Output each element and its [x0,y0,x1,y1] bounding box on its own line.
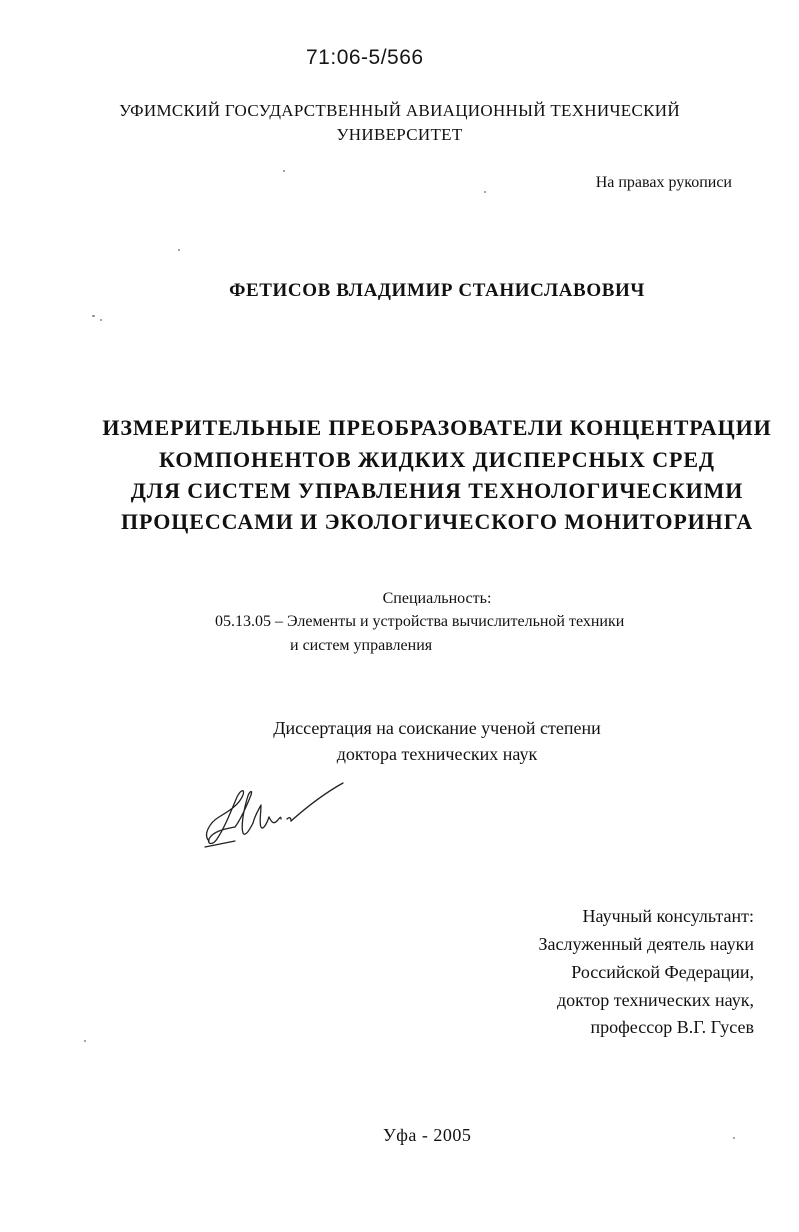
consultant-title-line-2: Российской Федерации, [571,962,754,982]
specialty-continuation: и систем управления [290,637,433,654]
degree-line-2: доктора технических наук [336,744,538,764]
consultant-name: профессор В.Г. Гусев [590,1017,754,1037]
scan-speck [283,170,285,172]
dissertation-title-line-1: ИЗМЕРИТЕЛЬНЫЕ ПРЕОБРАЗОВАТЕЛИ КОНЦЕНТРАЦИИ [102,415,772,440]
rights-note: На правах рукописи [595,174,732,191]
consultant-label: Научный консультант: [582,906,754,926]
consultant-title-line-1: Заслуженный деятель науки [538,934,754,954]
scan-speck [733,1137,735,1139]
dissertation-title-line-4: ПРОЦЕССАМИ И ЭКОЛОГИЧЕСКОГО МОНИТОРИНГА [121,509,753,534]
dissertation-title-line-2: КОМПОНЕНТОВ ЖИДКИХ ДИСПЕРСНЫХ СРЕД [159,447,715,472]
consultant-degree: доктор технических наук, [557,990,754,1010]
scan-speck [178,249,180,251]
scan-speck [484,191,486,193]
specialty-code-line: 05.13.05 – Элементы и устройства вычислительной техники [215,613,625,630]
author-name: ФЕТИСОВ ВЛАДИМИР СТАНИСЛАВОВИЧ [229,280,645,301]
handwritten-signature [195,775,355,855]
university-name-line-2: УНИВЕРСИТЕТ [336,125,463,144]
degree-line-1: Диссертация на соискание ученой степени [273,718,601,738]
scan-speck [100,319,102,321]
university-name-line-1: УФИМСКИЙ ГОСУДАРСТВЕННЫЙ АВИАЦИОННЫЙ ТЕХНИЧЕСКИЙ [119,101,680,120]
scan-speck [92,315,95,317]
archive-stamp: 71:06-5/566 [306,46,424,69]
dissertation-title-line-3: ДЛЯ СИСТЕМ УПРАВЛЕНИЯ ТЕХНОЛОГИЧЕСКИМИ [130,478,744,503]
specialty-label: Специальность: [382,590,492,607]
place-and-year: Уфа - 2005 [383,1125,472,1145]
scan-speck [84,1040,86,1042]
